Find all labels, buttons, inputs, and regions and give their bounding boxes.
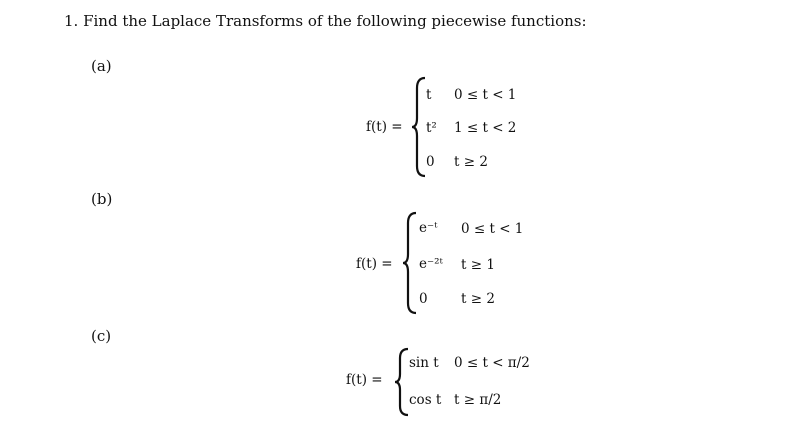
part-c-case-2-cond: t ≥ π/2: [454, 392, 502, 408]
part-a-lhs-text: f(t) =: [366, 119, 403, 135]
part-a-case-3-cond: t ≥ 2: [454, 154, 488, 170]
part-a-case-1-cond: 0 ≤ t < 1: [454, 87, 517, 103]
part-b-case-3-cond: t ≥ 2: [461, 291, 495, 307]
question-text: Find the Laplace Transforms of the following piecewise functions:: [83, 12, 587, 30]
part-c-label: (c): [91, 327, 112, 345]
part-b-case-1-cond: 0 ≤ t < 1: [461, 221, 524, 237]
part-c-case-1-expr: sin t: [409, 355, 439, 371]
part-c-lhs-text: f(t) =: [346, 372, 383, 388]
part-c-brace: [394, 347, 410, 417]
part-b-brace: [402, 211, 418, 315]
part-a-case-3-expr: 0: [426, 154, 435, 170]
part-c-case-2-expr: cos t: [409, 392, 442, 408]
part-b-lhs: [356, 256, 393, 272]
part-b-case-2-cond: t ≥ 1: [461, 257, 495, 273]
part-b-label: (b): [91, 190, 113, 208]
part-b-case-3-expr: 0: [419, 291, 428, 307]
part-a-case-2-expr: t²: [426, 120, 437, 136]
question-heading: [64, 12, 587, 30]
part-b-lhs-text: f(t) =: [356, 256, 393, 272]
part-c-lhs: [346, 372, 383, 388]
part-b-case-1-expr: e⁻ᵗ: [419, 220, 438, 236]
part-a-case-2-cond: 1 ≤ t < 2: [454, 120, 517, 136]
part-c-case-1-cond: 0 ≤ t < π/2: [454, 355, 530, 371]
part-a-case-1-expr: t: [426, 87, 432, 103]
part-b-case-2-expr: e⁻²ᵗ: [419, 256, 443, 272]
part-a-lhs: [366, 119, 403, 135]
part-a-label: (a): [91, 57, 112, 75]
part-a-brace: [411, 76, 427, 178]
question-number: 1.: [64, 12, 79, 30]
